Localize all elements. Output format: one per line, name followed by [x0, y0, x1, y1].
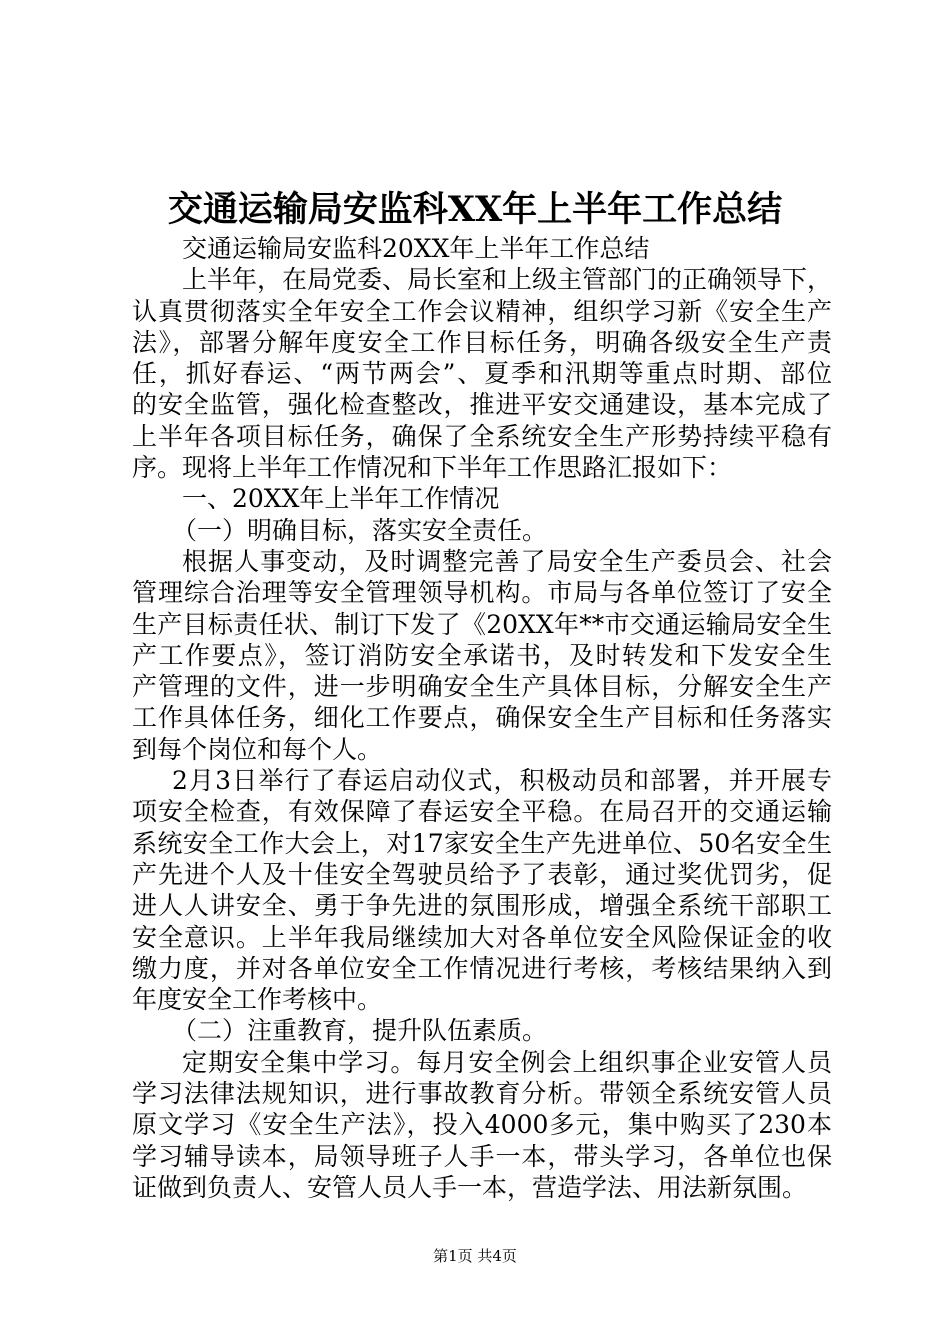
text-line: 任，抓好春运、“两节两会”、夏季和汛期等重点时期、部位 [132, 359, 832, 389]
text-line: 上半年，在局党委、局长室和上级主管部门的正确领导下， [182, 265, 833, 295]
text-line: 管理综合治理等安全管理领导机构。市局与各单位签订了安全 [132, 578, 832, 608]
text-line: 进人人讲安全、勇于争先进的氛围形成，增强全系统干部职工 [132, 891, 832, 921]
text-line: 证做到负责人、安管人员人手一本，营造学法、用法新氛围。 [132, 1172, 808, 1202]
text-line: 缴力度，并对各单位安全工作情况进行考核，考核结果纳入到 [132, 953, 832, 983]
text-line: 生产目标责任状、制订下发了《20XX年**市交通运输局安全生 [132, 609, 832, 639]
text-line: 产先进个人及十佳安全驾驶员给予了表彰，通过奖优罚劣，促 [132, 859, 832, 889]
text-line: 项安全检查，有效保障了春运安全平稳。在局召开的交通运输 [132, 797, 832, 827]
document-title: 交通运输局安监科XX年上半年工作总结 [167, 189, 783, 230]
text-line: 工作具体任务，细化工作要点，确保安全生产目标和任务落实 [132, 703, 832, 733]
text-line: 定期安全集中学习。每月安全例会上组织事企业安管人员 [182, 1047, 832, 1077]
document-body [132, 233, 832, 1203]
text-line: 序。现将上半年工作情况和下半年工作思路汇报如下： [132, 453, 733, 483]
text-line: 到每个岗位和每个人。 [132, 734, 383, 764]
text-line: 交通运输局安监科20XX年上半年工作总结 [182, 234, 650, 263]
text-line: 一、20XX年上半年工作情况 [182, 484, 500, 514]
text-line: 上半年各项目标任务，确保了全系统安全生产形势持续平稳有 [132, 421, 832, 451]
text-line: 根据人事变动，及时调整完善了局安全生产委员会、社会 [182, 546, 832, 576]
text-line: 安全意识。上半年我局继续加大对各单位安全风险保证金的收 [132, 922, 832, 952]
text-line: 产工作要点》，签订消防安全承诺书，及时转发和下发安全生 [132, 640, 832, 670]
text-line: 2月3日举行了春运启动仪式，积极动员和部署，并开展专 [172, 766, 832, 796]
text-line: 学习法律法规知识，进行事故教育分析。带领全系统安管人员 [132, 1079, 832, 1109]
page-footer: 第1页 共4页 [433, 1247, 517, 1265]
text-line: 的安全监管，强化检查整改，推进平安交通建设，基本完成了 [132, 390, 832, 420]
text-line: 年度安全工作考核中。 [132, 985, 383, 1015]
text-line: 系统安全工作大会上，对17家安全生产先进单位、50名安全生 [132, 828, 832, 858]
text-line: （二）注重教育，提升队伍素质。 [172, 1016, 548, 1046]
text-line: 原文学习《安全生产法》，投入4000多元，集中购买了230本 [132, 1110, 832, 1140]
text-line: 产管理的文件，进一步明确安全生产具体目标，分解安全生产 [132, 672, 832, 702]
text-line: （一）明确目标，落实安全责任。 [172, 515, 548, 545]
text-line: 法》，部署分解年度安全工作目标任务，明确各级安全生产责 [132, 327, 832, 357]
text-line: 认真贯彻落实全年安全工作会议精神，组织学习新《安全生产 [132, 296, 832, 326]
text-line: 学习辅导读本，局领导班子人手一本，带头学习，各单位也保 [132, 1141, 832, 1171]
